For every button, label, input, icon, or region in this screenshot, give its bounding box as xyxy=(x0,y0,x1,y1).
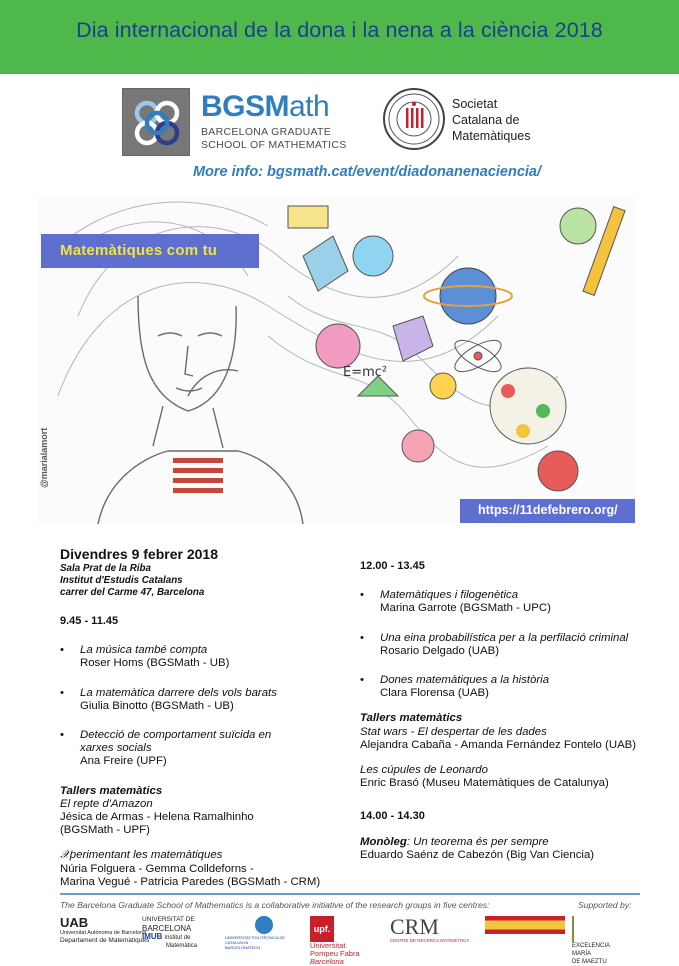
workshop-speakers: (BGSMath - UPF) xyxy=(60,824,150,837)
program-right-column xyxy=(360,560,650,862)
slogan-label: Matemàtiques com tu xyxy=(41,234,259,268)
ub-logo: UNIVERSITAT DE BARCELONA IMUB Institut de Matemàtica xyxy=(142,916,198,949)
workshop-title: El repte d'Amazon xyxy=(60,797,153,810)
talk-item: • Dones matemàtiques a la història Clara Florensa (UAB) xyxy=(360,674,550,700)
workshop-title: 𝒳perimentant les matemàtiques xyxy=(60,849,223,862)
web-link[interactable]: https://11defebrero.org/ xyxy=(460,499,635,523)
uab-logo: UAB Universitat Autònoma de Barcelona Departament de Matemàtiques xyxy=(60,915,150,944)
upc-logo: UNIVERSITAT POLITÈCNICA DE CATALUNYA BARCELONATECH xyxy=(225,916,307,950)
time-slot-midday: 12.00 - 13.45 xyxy=(360,560,425,572)
workshop-speakers: Núria Folguera - Gemma Colldeforns - xyxy=(60,862,254,875)
time-slot-morning: 9.45 - 11.45 xyxy=(60,615,119,627)
workshop-speakers: Jésica de Armas - Helena Ramalhinho xyxy=(60,811,254,824)
formula-text: E=mc² xyxy=(343,365,388,380)
talk-item: • Una eina probabilística per a la perfilació criminal Rosario Delgado (UAB) xyxy=(360,631,629,657)
bgsmath-wordmark: BGSMath xyxy=(201,90,330,123)
time-slot-afternoon: 14.00 - 14.30 xyxy=(360,810,425,823)
maeztu-logo: EXCELENCIA MARÍA DE MAEZTU xyxy=(572,916,610,966)
monologue-line: Monòleg: Un teorema és per sempre xyxy=(360,835,549,848)
page-title: Dia internacional de la dona i la nena a la ciència 2018 xyxy=(76,18,603,42)
talk-item: • Detecció de comportament suïcida en xarxes socials Ana Freire (UPF) xyxy=(60,729,272,768)
workshop-speakers: Alejandra Cabaña - Amanda Fernández Fontelo (UAB) xyxy=(360,738,637,751)
bgsmath-subtitle: BARCELONA GRADUATE SCHOOL OF MATHEMATICS xyxy=(201,126,347,151)
scm-seal-icon xyxy=(383,88,445,150)
workshop-title: Les cúpules de Leonardo xyxy=(360,764,488,777)
monologue-speaker: Eduardo Saénz de Cabezón (Big Van Ciencia) xyxy=(360,848,595,861)
partner-logos xyxy=(60,914,640,966)
talk-item: • Matemàtiques i filogenètica Marina Garrote (BGSMath - UPC) xyxy=(360,589,551,615)
venue-info: Sala Prat de la Riba Institut d'Estudis Catalans carrer del Carme 47, Barcelona xyxy=(60,563,205,598)
artist-credit: @marialamort xyxy=(39,427,49,488)
program-left-column xyxy=(60,546,350,889)
talk-item: • La música també compta Roser Homs (BGSMath - UB) xyxy=(60,644,230,670)
workshops-heading: Tallers matemàtics xyxy=(60,784,163,797)
workshop-title: Stat wars - El despertar de les dades xyxy=(360,725,547,738)
scm-name: Societat Catalana de Matemàtiques xyxy=(452,97,531,143)
footer-divider xyxy=(60,893,640,895)
talk-item: • La matemàtica darrere dels vols barats Giulia Binotto (BGSMath - UB) xyxy=(60,686,277,712)
bgsmath-logo-icon xyxy=(122,88,190,156)
upf-logo: upf. Universitat Pompeu Fabra Barcelona xyxy=(310,916,360,966)
workshops-heading: Tallers matemàtics xyxy=(360,712,463,725)
more-info-link[interactable]: More info: bgsmath.cat/event/diadonanenaciencia/ xyxy=(192,164,542,180)
footer-note: The Barcelona Graduate School of Mathematics is a collaborative initiative of the research groups in five centres: xyxy=(60,900,490,910)
workshop-speakers: Enric Brasó (Museu Matemàtiques de Catalunya) xyxy=(360,777,609,790)
crm-logo: CRM CENTRE DE RECERCA MATEMÀTICA xyxy=(390,914,470,943)
workshop-speakers: Marina Vegué - Patricia Paredes (BGSMath - CRM) xyxy=(60,875,321,888)
supported-by-label: Supported by: xyxy=(578,900,632,910)
header-banner xyxy=(0,0,679,74)
spain-gov-logo xyxy=(485,916,565,934)
event-date: Divendres 9 febrer 2018 xyxy=(60,546,218,562)
